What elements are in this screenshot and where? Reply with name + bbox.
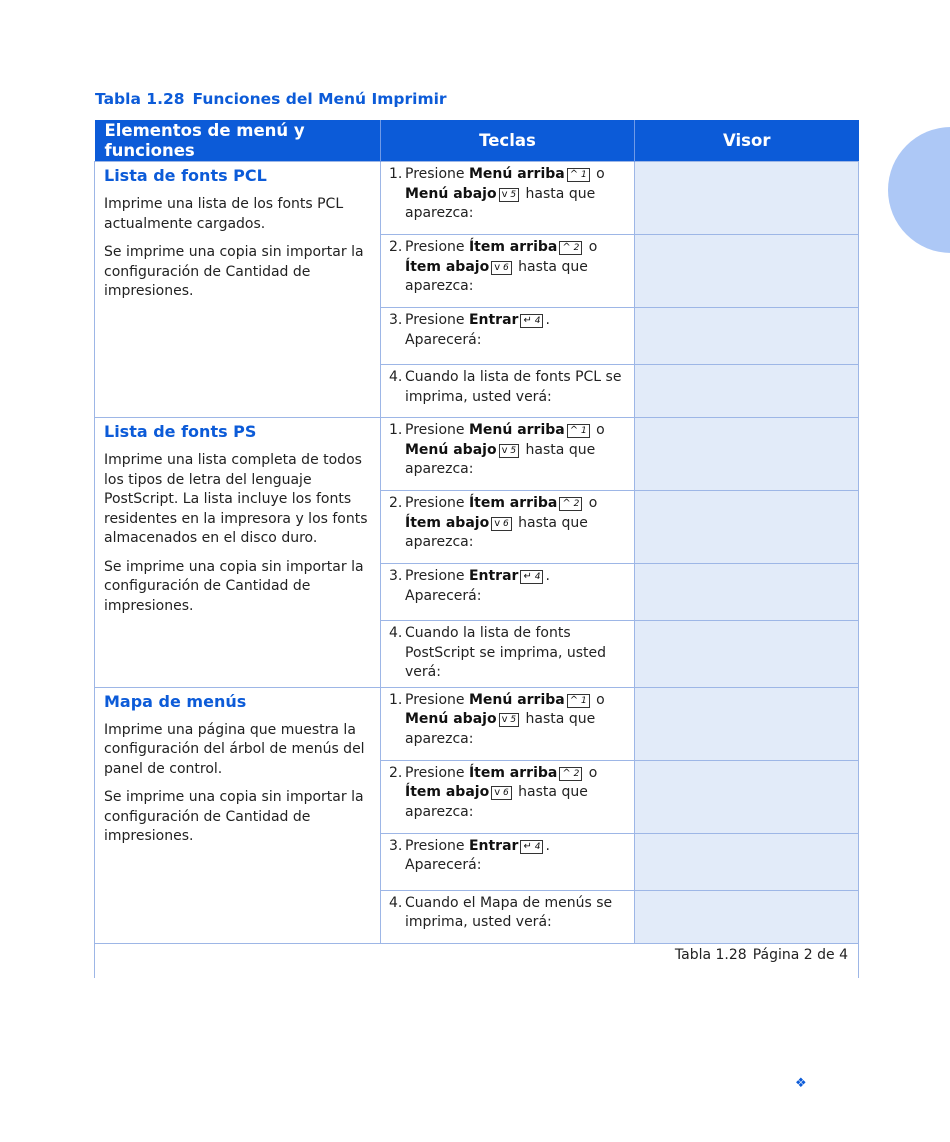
- step-pre: Presione: [405, 239, 469, 255]
- key-menu-up-icon: [567, 168, 590, 182]
- step-pre: Presione: [405, 422, 469, 438]
- step-text: [405, 165, 628, 224]
- step-post: hasta que aparezca:: [405, 711, 596, 747]
- step-item: [381, 621, 634, 687]
- table-row: [95, 687, 859, 760]
- step-pre: Presione: [405, 837, 469, 854]
- print-menu-table: [94, 120, 859, 978]
- key-item-up-icon: [559, 767, 582, 781]
- step-cell: [381, 235, 635, 308]
- step-pre: Presione: [405, 764, 469, 781]
- key-enter-icon-symbol: ↵: [523, 315, 532, 326]
- key-menu-down-icon-number: 5: [510, 189, 517, 200]
- step-pre: Presione: [405, 166, 469, 182]
- section-title: Lista de fonts PCL: [104, 166, 267, 185]
- step-number: 1.: [389, 422, 403, 438]
- step-post: hasta que aparezca:: [405, 441, 596, 477]
- step-key-name: Menú arriba: [468, 166, 565, 182]
- key-menu-up-icon-number: 1: [580, 695, 587, 706]
- section-description: [95, 418, 381, 688]
- step-cell: [381, 564, 635, 621]
- step-item: [381, 688, 634, 754]
- step-text: [405, 691, 628, 750]
- key-item-down-icon: [491, 261, 512, 275]
- step-key-name: Ítem abajo: [405, 784, 490, 800]
- step-number: 2.: [389, 495, 403, 511]
- header-elements: Elementos de menú y funciones: [95, 120, 381, 162]
- section-description: [95, 687, 381, 943]
- key-menu-down-icon-number: 5: [510, 445, 517, 456]
- caption-number: Tabla 1.28: [95, 90, 185, 108]
- key-item-down-icon-symbol: v: [494, 517, 501, 529]
- step-item: [381, 834, 634, 880]
- key-item-up-icon: [559, 497, 582, 511]
- step-cell: [381, 621, 635, 688]
- key-item-down-icon-symbol: v: [494, 787, 501, 798]
- step-key-name: Menú arriba: [468, 422, 565, 438]
- step-text: [405, 238, 628, 297]
- step-key-name: Ítem arriba: [468, 495, 558, 511]
- step-number: 4.: [389, 894, 403, 911]
- step-cell: [381, 491, 635, 564]
- step-key-name: Menú abajo: [405, 185, 497, 202]
- step-item: [381, 418, 634, 484]
- key-enter-icon-number: 4: [534, 841, 541, 852]
- key-item-up-icon-symbol: ^: [562, 242, 571, 253]
- step-cell: [381, 308, 635, 365]
- step-post: hasta que aparezca:: [405, 514, 588, 550]
- display-cell: [635, 162, 859, 235]
- step-text: [405, 311, 628, 350]
- header-keys: Teclas: [381, 120, 635, 162]
- step-post: hasta que aparezca:: [405, 784, 588, 820]
- key-menu-up-icon: [567, 424, 590, 438]
- step-number: 2.: [389, 764, 403, 781]
- key-menu-down-icon-symbol: v: [501, 444, 508, 456]
- step-cell: [381, 365, 635, 418]
- step-number: 1.: [389, 691, 403, 708]
- step-pre: Presione: [405, 568, 469, 584]
- step-text-plain: Cuando la lista de fonts PCL se imprima, usted verá:: [405, 369, 622, 405]
- header-display: Visor: [635, 120, 859, 162]
- step-text: [405, 368, 628, 407]
- step-number: 4.: [389, 625, 403, 641]
- step-key-name: Ítem abajo: [405, 258, 490, 275]
- chapter-tab: [888, 127, 950, 253]
- key-enter-icon-symbol: ↵: [523, 571, 532, 582]
- step-pre: Presione: [405, 312, 469, 328]
- step-item: [381, 365, 634, 411]
- key-item-down-icon-symbol: v: [494, 261, 501, 273]
- step-cell: [381, 760, 635, 833]
- step-text: [405, 567, 628, 606]
- display-cell: [635, 621, 859, 688]
- step-key-name: Entrar: [468, 312, 519, 328]
- display-cell: [635, 833, 859, 890]
- step-text: [405, 624, 628, 683]
- key-menu-up-icon-symbol: ^: [569, 425, 579, 436]
- step-mid: o: [591, 422, 605, 438]
- key-item-down-icon: [491, 517, 512, 531]
- key-item-up-icon-number: 2: [573, 499, 580, 509]
- footer-table: Tabla 1.28: [674, 946, 747, 963]
- display-cell: [635, 491, 859, 564]
- section-paragraph: Se imprime una copia sin importar la configuración de Cantidad de impresiones.: [104, 789, 364, 844]
- key-item-down-icon-number: 6: [503, 262, 509, 273]
- display-cell: [635, 365, 859, 418]
- end-mark: ❖: [795, 1076, 807, 1091]
- key-item-down-icon: [491, 786, 512, 800]
- key-enter-icon-number: 4: [534, 316, 541, 326]
- step-post: hasta que aparezca:: [405, 185, 596, 221]
- display-cell: [635, 235, 859, 308]
- step-cell: [381, 418, 635, 491]
- table-row: [95, 418, 859, 491]
- step-text: [405, 837, 628, 876]
- section-paragraph: Imprime una página que muestra la configuración del árbol de menús del panel de control.: [104, 721, 365, 777]
- key-item-up-icon-number: 2: [573, 243, 580, 253]
- key-menu-down-icon: [499, 713, 520, 727]
- key-menu-down-icon-symbol: v: [501, 714, 508, 725]
- step-number: 3.: [389, 837, 403, 854]
- step-pre: Presione: [405, 691, 469, 708]
- key-item-up-icon-symbol: ^: [562, 498, 571, 509]
- step-mid: o: [591, 691, 605, 708]
- key-item-up-icon-symbol: ^: [562, 767, 571, 779]
- step-number: 3.: [389, 312, 403, 328]
- step-key-name: Entrar: [468, 837, 519, 854]
- step-text: [405, 764, 628, 823]
- section-paragraph: Se imprime una copia sin importar la configuración de Cantidad de impresiones.: [104, 244, 364, 299]
- step-number: 2.: [389, 239, 403, 255]
- table-row: [95, 162, 859, 235]
- key-menu-up-icon-symbol: ^: [569, 169, 579, 180]
- section-title: Lista de fonts PS: [104, 422, 257, 441]
- section-paragraph: Imprime una lista de los fonts PCL actualmente cargados.: [104, 196, 344, 232]
- display-cell: [635, 418, 859, 491]
- step-item: [381, 308, 634, 354]
- step-key-name: Ítem arriba: [468, 239, 558, 255]
- step-cell: [381, 687, 635, 760]
- display-cell: [635, 687, 859, 760]
- step-item: [381, 564, 634, 610]
- step-number: 3.: [389, 568, 403, 584]
- step-cell: [381, 890, 635, 943]
- table-caption: [95, 90, 447, 108]
- step-text-plain: Cuando la lista de fonts PostScript se imprima, usted verá:: [405, 625, 607, 680]
- step-number: 1.: [389, 166, 403, 182]
- step-key-name: Menú arriba: [468, 691, 565, 708]
- table-footer: [95, 943, 859, 978]
- key-enter-icon-symbol: ↵: [523, 840, 532, 852]
- key-menu-up-icon: [567, 694, 590, 708]
- step-mid: o: [584, 764, 598, 781]
- caption-title: Funciones del Menú Imprimir: [192, 90, 447, 108]
- step-post: . Aparecerá:: [405, 837, 550, 873]
- step-key-name: Menú abajo: [405, 711, 497, 727]
- step-cell: [381, 833, 635, 890]
- key-enter-icon: [520, 314, 543, 328]
- footer-page: Página 2 de 4: [752, 946, 848, 963]
- step-post: hasta que aparezca:: [405, 258, 588, 294]
- display-cell: [635, 760, 859, 833]
- section-paragraph: Se imprime una copia sin importar la configuración de Cantidad de impresiones.: [104, 558, 364, 614]
- section-title: Mapa de menús: [104, 691, 247, 711]
- step-item: [381, 891, 634, 937]
- step-item: [381, 491, 634, 557]
- key-enter-icon: [520, 840, 543, 854]
- key-menu-up-icon-symbol: ^: [569, 694, 579, 706]
- step-key-name: Entrar: [468, 568, 519, 584]
- step-pre: Presione: [405, 495, 469, 511]
- section-description: [95, 162, 381, 418]
- key-menu-down-icon: [499, 188, 520, 202]
- step-mid: o: [591, 166, 605, 182]
- key-menu-down-icon: [499, 444, 520, 458]
- step-text-plain: Cuando el Mapa de menús se imprima, usted verá:: [405, 894, 613, 930]
- step-text: [405, 494, 628, 553]
- key-menu-down-icon-number: 5: [510, 715, 517, 725]
- step-item: [381, 761, 634, 827]
- step-mid: o: [584, 495, 598, 511]
- display-cell: [635, 890, 859, 943]
- step-mid: o: [584, 239, 598, 255]
- step-post: . Aparecerá:: [405, 312, 550, 348]
- key-item-up-icon: [559, 241, 582, 255]
- step-post: . Aparecerá:: [405, 568, 550, 604]
- display-cell: [635, 564, 859, 621]
- step-item: [381, 235, 634, 301]
- key-enter-icon: [520, 570, 543, 584]
- display-cell: [635, 308, 859, 365]
- key-item-down-icon-number: 6: [503, 788, 509, 798]
- key-item-up-icon-number: 2: [573, 768, 580, 779]
- key-menu-up-icon-number: 1: [580, 170, 587, 180]
- key-menu-down-icon-symbol: v: [501, 188, 508, 200]
- step-text: [405, 894, 628, 933]
- section-paragraph: Imprime una lista completa de todos los tipos de letra del lenguaje PostScript. La lista incluye los fonts residentes en la impresora y los fonts almacenados en el disco duro.: [104, 452, 368, 546]
- key-item-down-icon-number: 6: [503, 518, 509, 529]
- step-key-name: Ítem abajo: [405, 514, 490, 531]
- step-item: [381, 162, 634, 228]
- step-cell: [381, 162, 635, 235]
- step-number: 4.: [389, 369, 403, 385]
- key-menu-up-icon-number: 1: [580, 426, 587, 436]
- step-key-name: Ítem arriba: [468, 764, 558, 781]
- step-key-name: Menú abajo: [405, 441, 497, 458]
- key-enter-icon-number: 4: [534, 572, 541, 582]
- step-text: [405, 421, 628, 480]
